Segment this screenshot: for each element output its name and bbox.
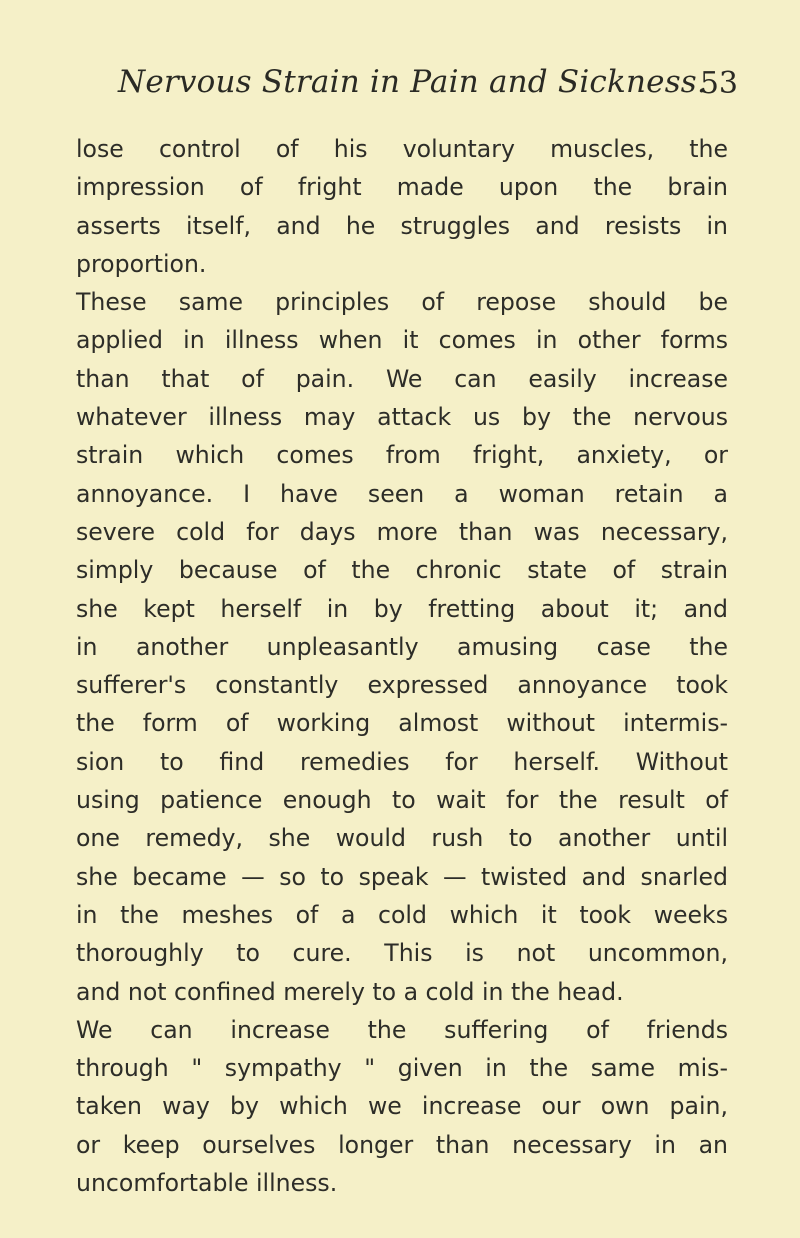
- text-line: or keep ourselves longer than necessary in an: [76, 1130, 728, 1159]
- text-line: in another unpleasantly amusing case the: [76, 632, 728, 661]
- text-line: the form of working almost without intermis-: [76, 709, 728, 738]
- text-line: through " sympathy " given in the same mis-: [76, 1054, 728, 1083]
- text-line: impression of fright made upon the brain: [76, 173, 728, 202]
- text-line: sion to find remedies for herself. Without: [76, 747, 728, 776]
- body-text: [76, 130, 728, 1202]
- text-line: one remedy, she would rush to another until: [76, 824, 728, 853]
- text-line: and not confined merely to a cold in the head.: [76, 977, 624, 1006]
- text-line: uncomfortable illness.: [76, 1169, 338, 1198]
- text-line: than that of pain. We can easily increase: [76, 364, 728, 393]
- text-line: applied in illness when it comes in other forms: [76, 326, 728, 355]
- running-head: [118, 64, 738, 104]
- text-line: she kept herself in by fretting about it; and: [76, 594, 728, 623]
- text-line: whatever illness may attack us by the nervous: [76, 403, 728, 432]
- text-line: These same principles of repose should be: [76, 288, 728, 317]
- text-line: sufferer's constantly expressed annoyance took: [76, 671, 728, 700]
- text-line: asserts itself, and he struggles and resists in: [76, 211, 728, 240]
- text-line: lose control of his voluntary muscles, the: [76, 135, 728, 163]
- text-line: annoyance. I have seen a woman retain a: [76, 479, 728, 508]
- page-number: 53: [699, 66, 738, 101]
- text-line: strain which comes from fright, anxiety, or: [76, 441, 728, 470]
- text-line: she became — so to speak — twisted and snarled: [76, 862, 728, 891]
- text-line: taken way by which we increase our own pain,: [76, 1092, 728, 1121]
- running-title: Nervous Strain in Pain and Sickness.: [118, 64, 707, 100]
- text-line: proportion.: [76, 249, 207, 278]
- text-line: simply because of the chronic state of strain: [76, 556, 728, 585]
- text-line: severe cold for days more than was necessary,: [76, 517, 728, 546]
- text-line: in the meshes of a cold which it took weeks: [76, 900, 728, 929]
- text-line: thoroughly to cure. This is not uncommon,: [76, 939, 728, 968]
- text-line: We can increase the suffering of friends: [76, 1015, 728, 1044]
- text-line: using patience enough to wait for the result of: [76, 786, 728, 815]
